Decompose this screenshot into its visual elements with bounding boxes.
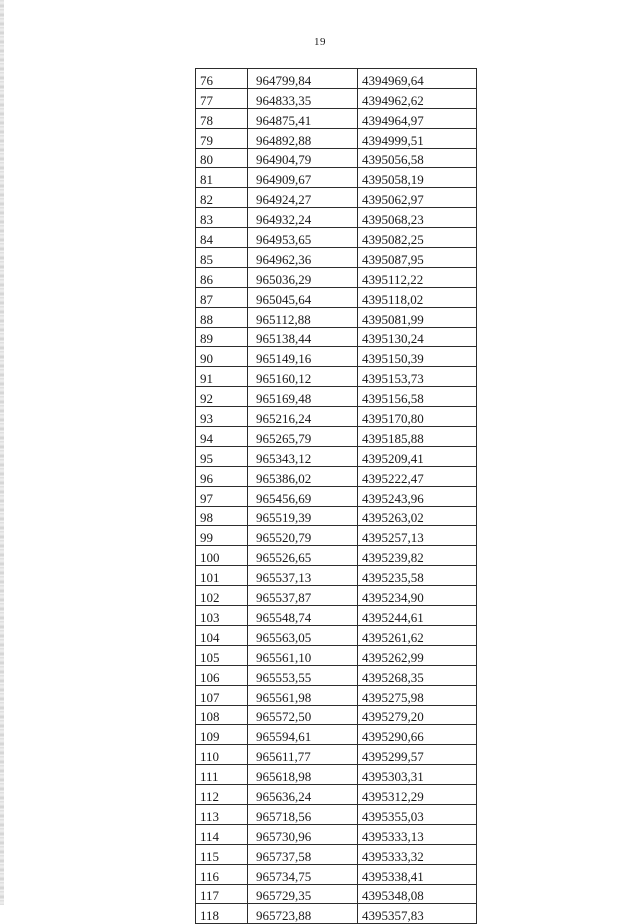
table-row [196, 546, 477, 566]
x-coordinate-cell: 965723,88 [248, 904, 358, 924]
point-number-cell: 77 [196, 88, 248, 108]
table-row [196, 168, 477, 188]
point-number-cell: 93 [196, 407, 248, 427]
point-number-cell: 96 [196, 466, 248, 486]
table-row [196, 745, 477, 765]
y-coordinate-cell: 4395268,35 [358, 665, 477, 685]
x-coordinate-cell: 965563,05 [248, 625, 358, 645]
y-coordinate-cell: 4395303,31 [358, 765, 477, 785]
y-coordinate-cell: 4394964,97 [358, 108, 477, 128]
x-coordinate-cell: 965594,61 [248, 725, 358, 745]
y-coordinate-cell: 4395222,47 [358, 466, 477, 486]
table-row [196, 486, 477, 506]
x-coordinate-cell: 965618,98 [248, 765, 358, 785]
table-row [196, 526, 477, 546]
y-coordinate-cell: 4395153,73 [358, 367, 477, 387]
y-coordinate-cell: 4395150,39 [358, 347, 477, 367]
y-coordinate-cell: 4395299,57 [358, 745, 477, 765]
point-number-cell: 104 [196, 625, 248, 645]
x-coordinate-cell: 965734,75 [248, 864, 358, 884]
y-coordinate-cell: 4395058,19 [358, 168, 477, 188]
y-coordinate-cell: 4395348,08 [358, 884, 477, 904]
y-coordinate-cell: 4395082,25 [358, 228, 477, 248]
point-number-cell: 81 [196, 168, 248, 188]
point-number-cell: 114 [196, 824, 248, 844]
x-coordinate-cell: 964953,65 [248, 228, 358, 248]
table-row [196, 69, 477, 89]
point-number-cell: 97 [196, 486, 248, 506]
x-coordinate-cell: 965216,24 [248, 407, 358, 427]
x-coordinate-cell: 965730,96 [248, 824, 358, 844]
point-number-cell: 94 [196, 427, 248, 447]
point-number-cell: 105 [196, 645, 248, 665]
x-coordinate-cell: 964909,67 [248, 168, 358, 188]
y-coordinate-cell: 4395312,29 [358, 785, 477, 805]
point-number-cell: 84 [196, 228, 248, 248]
table-row [196, 506, 477, 526]
table-row [196, 88, 477, 108]
scan-edge-shadow [0, 0, 4, 905]
y-coordinate-cell: 4395263,02 [358, 506, 477, 526]
point-number-cell: 91 [196, 367, 248, 387]
point-number-cell: 89 [196, 327, 248, 347]
x-coordinate-cell: 965036,29 [248, 267, 358, 287]
point-number-cell: 90 [196, 347, 248, 367]
y-coordinate-cell: 4395156,58 [358, 387, 477, 407]
y-coordinate-cell: 4395081,99 [358, 307, 477, 327]
y-coordinate-cell: 4395130,24 [358, 327, 477, 347]
y-coordinate-cell: 4395355,03 [358, 804, 477, 824]
table-row [196, 327, 477, 347]
table-row [196, 287, 477, 307]
point-number-cell: 111 [196, 765, 248, 785]
table-row [196, 785, 477, 805]
y-coordinate-cell: 4395333,13 [358, 824, 477, 844]
x-coordinate-cell: 965456,69 [248, 486, 358, 506]
point-number-cell: 110 [196, 745, 248, 765]
y-coordinate-cell: 4395261,62 [358, 625, 477, 645]
point-number-cell: 115 [196, 844, 248, 864]
y-coordinate-cell: 4394969,64 [358, 69, 477, 89]
table-row [196, 725, 477, 745]
x-coordinate-cell: 965729,35 [248, 884, 358, 904]
point-number-cell: 85 [196, 248, 248, 268]
x-coordinate-cell: 965169,48 [248, 387, 358, 407]
x-coordinate-cell: 965112,88 [248, 307, 358, 327]
x-coordinate-cell: 964875,41 [248, 108, 358, 128]
x-coordinate-cell: 965519,39 [248, 506, 358, 526]
table-row [196, 128, 477, 148]
table-row [196, 665, 477, 685]
y-coordinate-cell: 4395257,13 [358, 526, 477, 546]
y-coordinate-cell: 4395118,02 [358, 287, 477, 307]
table-row [196, 625, 477, 645]
x-coordinate-cell: 965160,12 [248, 367, 358, 387]
x-coordinate-cell: 965138,44 [248, 327, 358, 347]
x-coordinate-cell: 965611,77 [248, 745, 358, 765]
page-number: 19 [314, 36, 326, 48]
table-row [196, 387, 477, 407]
table-row [196, 645, 477, 665]
table-row [196, 248, 477, 268]
y-coordinate-cell: 4395112,22 [358, 267, 477, 287]
point-number-cell: 92 [196, 387, 248, 407]
point-number-cell: 88 [196, 307, 248, 327]
y-coordinate-cell: 4395243,96 [358, 486, 477, 506]
y-coordinate-cell: 4395056,58 [358, 148, 477, 168]
y-coordinate-cell: 4395234,90 [358, 586, 477, 606]
y-coordinate-cell: 4395279,20 [358, 705, 477, 725]
y-coordinate-cell: 4395333,32 [358, 844, 477, 864]
x-coordinate-cell: 964962,36 [248, 248, 358, 268]
x-coordinate-cell: 964932,24 [248, 208, 358, 228]
point-number-cell: 109 [196, 725, 248, 745]
table-row [196, 765, 477, 785]
table-row [196, 367, 477, 387]
x-coordinate-cell: 964904,79 [248, 148, 358, 168]
table-row [196, 466, 477, 486]
y-coordinate-cell: 4395185,88 [358, 427, 477, 447]
point-number-cell: 76 [196, 69, 248, 89]
table-row [196, 148, 477, 168]
y-coordinate-cell: 4395087,95 [358, 248, 477, 268]
table-row [196, 904, 477, 924]
x-coordinate-cell: 965386,02 [248, 466, 358, 486]
point-number-cell: 118 [196, 904, 248, 924]
point-number-cell: 79 [196, 128, 248, 148]
point-number-cell: 99 [196, 526, 248, 546]
x-coordinate-cell: 965537,13 [248, 566, 358, 586]
x-coordinate-cell: 965718,56 [248, 804, 358, 824]
y-coordinate-cell: 4394962,62 [358, 88, 477, 108]
table-row [196, 804, 477, 824]
y-coordinate-cell: 4395239,82 [358, 546, 477, 566]
point-number-cell: 103 [196, 606, 248, 626]
x-coordinate-cell: 965537,87 [248, 586, 358, 606]
table-row [196, 705, 477, 725]
table-row [196, 864, 477, 884]
point-number-cell: 101 [196, 566, 248, 586]
x-coordinate-cell: 965045,64 [248, 287, 358, 307]
table-row [196, 566, 477, 586]
y-coordinate-cell: 4395068,23 [358, 208, 477, 228]
point-number-cell: 86 [196, 267, 248, 287]
x-coordinate-cell: 964892,88 [248, 128, 358, 148]
table-row [196, 884, 477, 904]
y-coordinate-cell: 4395209,41 [358, 446, 477, 466]
table-row [196, 108, 477, 128]
table-row [196, 188, 477, 208]
table-row [196, 228, 477, 248]
point-number-cell: 112 [196, 785, 248, 805]
point-number-cell: 80 [196, 148, 248, 168]
table-row [196, 267, 477, 287]
point-number-cell: 78 [196, 108, 248, 128]
x-coordinate-cell: 964833,35 [248, 88, 358, 108]
y-coordinate-cell: 4395262,99 [358, 645, 477, 665]
x-coordinate-cell: 965737,58 [248, 844, 358, 864]
table-row [196, 824, 477, 844]
point-number-cell: 100 [196, 546, 248, 566]
y-coordinate-cell: 4395062,97 [358, 188, 477, 208]
x-coordinate-cell: 965548,74 [248, 606, 358, 626]
point-number-cell: 117 [196, 884, 248, 904]
y-coordinate-cell: 4395235,58 [358, 566, 477, 586]
table-row [196, 446, 477, 466]
point-number-cell: 82 [196, 188, 248, 208]
table-row [196, 427, 477, 447]
y-coordinate-cell: 4395357,83 [358, 904, 477, 924]
point-number-cell: 106 [196, 665, 248, 685]
point-number-cell: 113 [196, 804, 248, 824]
table-row [196, 606, 477, 626]
table-row [196, 844, 477, 864]
x-coordinate-cell: 965149,16 [248, 347, 358, 367]
point-number-cell: 87 [196, 287, 248, 307]
coordinates-table-body [196, 69, 477, 924]
y-coordinate-cell: 4395244,61 [358, 606, 477, 626]
x-coordinate-cell: 965526,65 [248, 546, 358, 566]
y-coordinate-cell: 4395170,80 [358, 407, 477, 427]
x-coordinate-cell: 964924,27 [248, 188, 358, 208]
table-row [196, 307, 477, 327]
coordinates-table [195, 68, 477, 924]
table-row [196, 347, 477, 367]
y-coordinate-cell: 4395290,66 [358, 725, 477, 745]
x-coordinate-cell: 965553,55 [248, 665, 358, 685]
point-number-cell: 83 [196, 208, 248, 228]
point-number-cell: 98 [196, 506, 248, 526]
point-number-cell: 102 [196, 586, 248, 606]
y-coordinate-cell: 4394999,51 [358, 128, 477, 148]
table-row [196, 685, 477, 705]
x-coordinate-cell: 965561,10 [248, 645, 358, 665]
x-coordinate-cell: 964799,84 [248, 69, 358, 89]
point-number-cell: 108 [196, 705, 248, 725]
point-number-cell: 107 [196, 685, 248, 705]
x-coordinate-cell: 965520,79 [248, 526, 358, 546]
point-number-cell: 95 [196, 446, 248, 466]
x-coordinate-cell: 965572,50 [248, 705, 358, 725]
table-row [196, 208, 477, 228]
x-coordinate-cell: 965343,12 [248, 446, 358, 466]
table-row [196, 586, 477, 606]
x-coordinate-cell: 965265,79 [248, 427, 358, 447]
point-number-cell: 116 [196, 864, 248, 884]
x-coordinate-cell: 965636,24 [248, 785, 358, 805]
y-coordinate-cell: 4395275,98 [358, 685, 477, 705]
y-coordinate-cell: 4395338,41 [358, 864, 477, 884]
table-row [196, 407, 477, 427]
x-coordinate-cell: 965561,98 [248, 685, 358, 705]
